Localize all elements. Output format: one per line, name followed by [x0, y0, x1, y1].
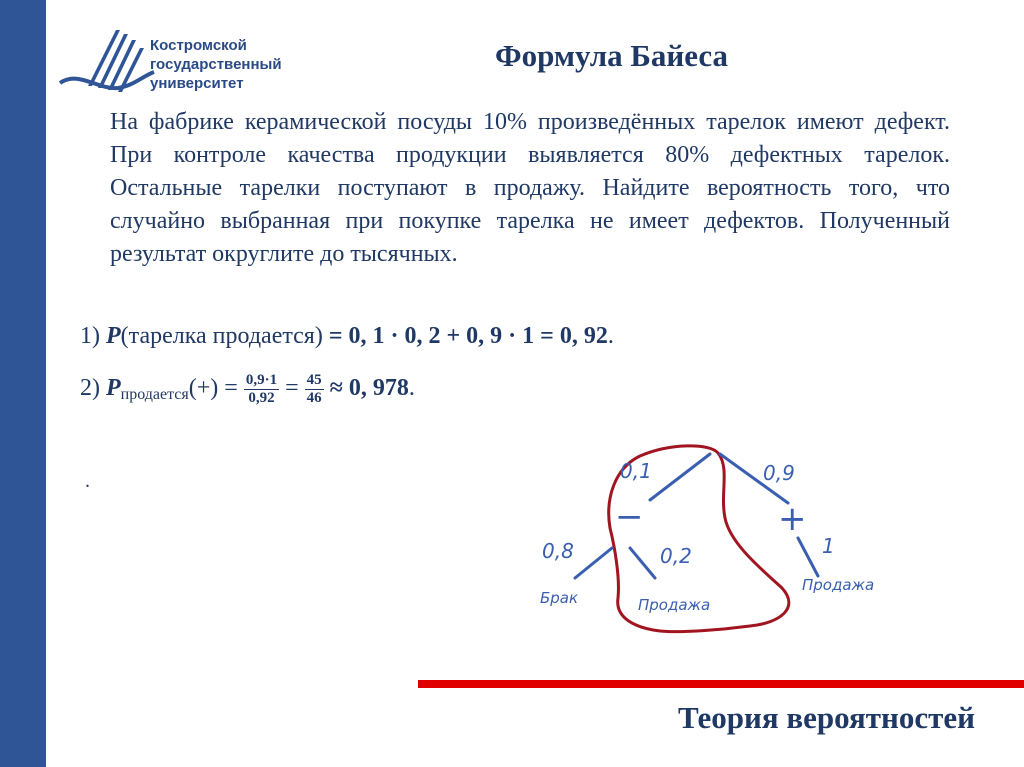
- step-1-p: P: [106, 323, 121, 349]
- leaf-sale-1: Продажа: [638, 596, 711, 614]
- slide-title: Формула Байеса: [495, 38, 729, 73]
- step-2-number: 2): [80, 375, 100, 402]
- solution-step-1: [80, 323, 614, 350]
- fraction-2-numerator: 45: [306, 372, 322, 388]
- step-1-number: 1): [80, 323, 100, 349]
- organization-name: [150, 36, 282, 93]
- label-top-right: 0,9: [763, 461, 795, 485]
- branch-right-down: [798, 538, 818, 576]
- step-2-result: ≈ 0, 978: [323, 375, 409, 402]
- label-right-right: 1: [822, 534, 835, 558]
- bullet-dot: .: [85, 470, 90, 492]
- leaf-defect: Брак: [540, 589, 579, 607]
- fraction-2-denominator: 46: [306, 390, 322, 406]
- label-minus: −: [615, 497, 644, 537]
- step-1-expression: = 0, 1 · 0, 2 + 0, 9 · 1 = 0, 92: [322, 323, 608, 349]
- fraction-1-numerator: 0,9·1: [245, 372, 278, 388]
- branch-root-left: [650, 454, 710, 500]
- step-2-p: P: [106, 375, 121, 402]
- solution-step-2: [80, 372, 415, 407]
- accent-divider-line: [418, 680, 1024, 688]
- org-line-1: Костромской: [150, 37, 247, 54]
- leaf-sale-2: Продажа: [802, 576, 875, 594]
- problem-text: На фабрике керамической посуды 10% произведённых тарелок имеют дефект. При контроле качества продукции выявляется 80% дефектных тарелок. Остальные тарелки поступают в продажу. Найдите вероятность того, что случайно выбранная при покупке тарелка не имеет дефектов. Полученный результат округлите до тысячных.: [110, 109, 950, 267]
- fraction-1-denominator: 0,92: [248, 390, 275, 406]
- fraction-2: [305, 372, 324, 407]
- org-line-2: государственный: [150, 56, 282, 73]
- step-2-equals: =: [279, 375, 305, 402]
- step-1-arg: (тарелка продается): [120, 323, 323, 349]
- probability-tree-sketch: [520, 438, 920, 668]
- fraction-1: [244, 372, 279, 407]
- label-left-left: 0,8: [542, 539, 574, 563]
- step-2-end: .: [408, 375, 415, 402]
- branch-left-right: [630, 548, 655, 578]
- branch-left-left: [575, 548, 612, 578]
- label-top-left: 0,1: [620, 459, 652, 483]
- org-line-3: университет: [150, 75, 244, 92]
- footer-title: Теория вероятностей: [678, 700, 975, 735]
- step-1-end: .: [607, 323, 614, 349]
- university-logo-icon: [58, 28, 158, 98]
- step-2-subscript: продается: [120, 386, 189, 404]
- left-sidebar-bar: [0, 0, 46, 767]
- label-left-right: 0,2: [660, 544, 692, 568]
- label-plus: +: [778, 499, 807, 539]
- step-2-arg: (+) =: [188, 375, 244, 402]
